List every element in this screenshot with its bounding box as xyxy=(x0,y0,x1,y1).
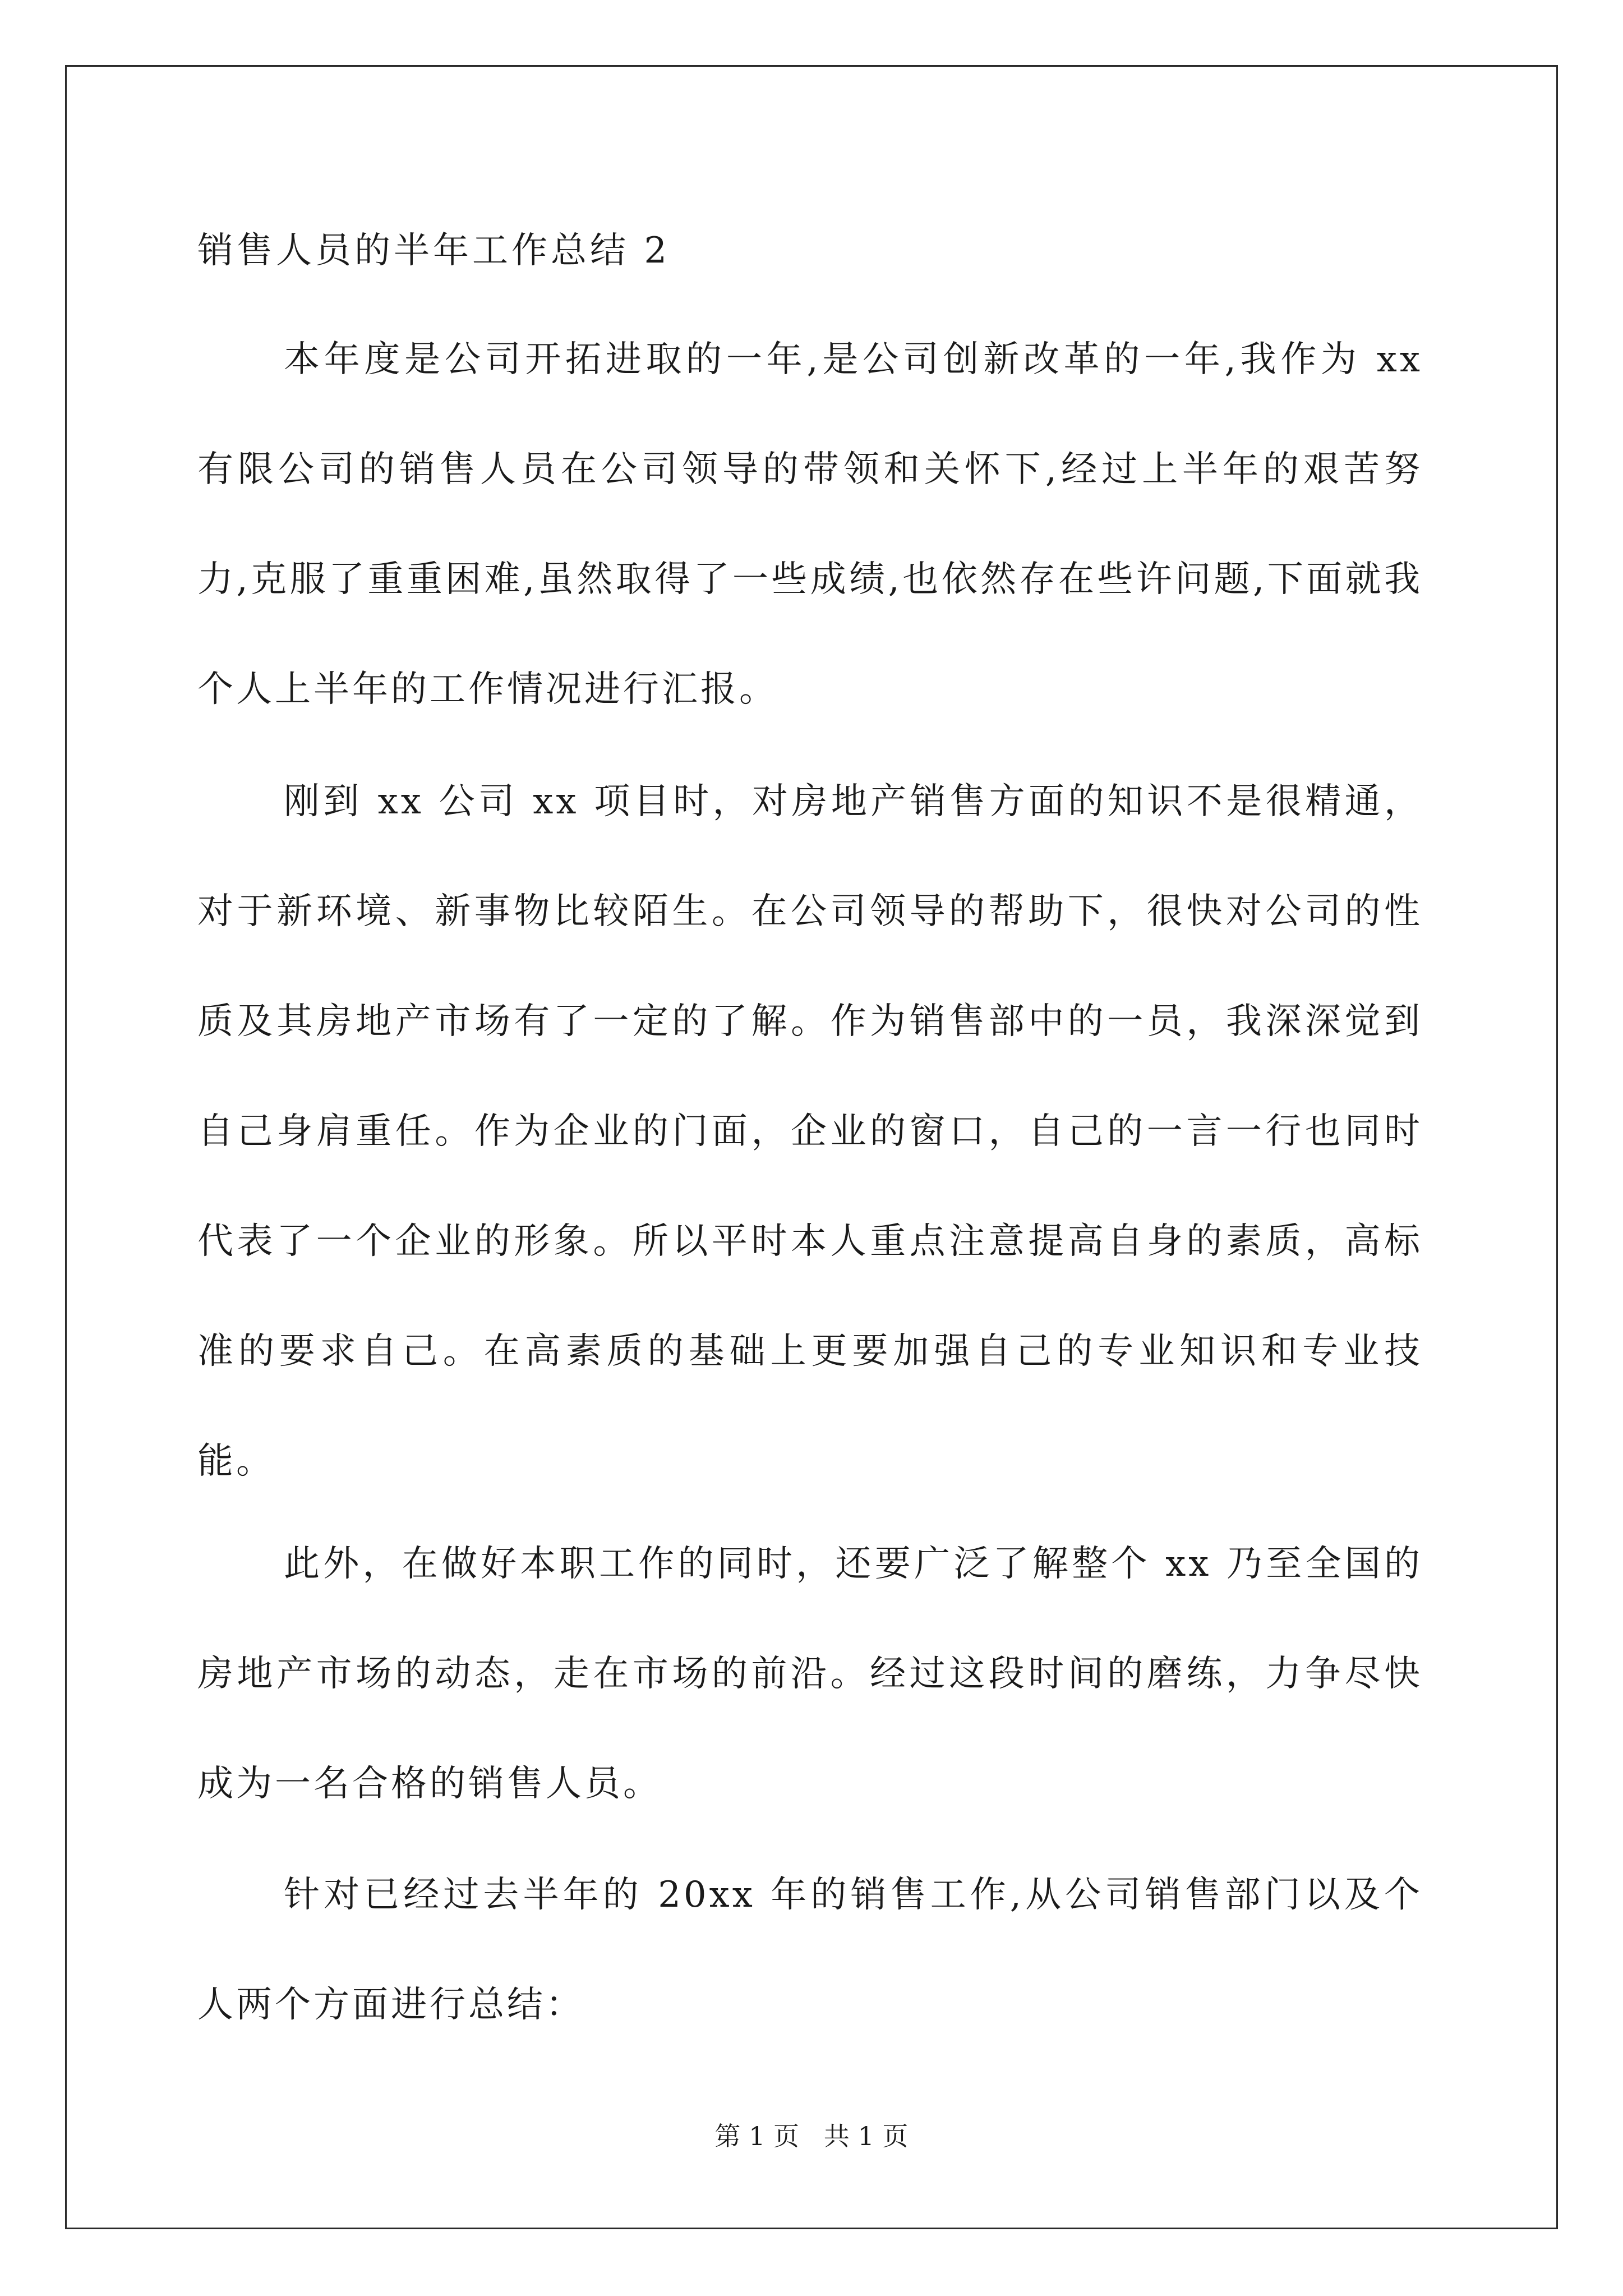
paragraph-intro: 本年度是公司开拓进取的一年,是公司创新改革的一年,我作为 xx 有限公司的销售人员在公司领导的带领和关怀下,经过上半年的艰苦努力,克服了重重困难,虽然取得了一些成绩,也依然存在些许问题,下面就我个人上半年的工作情况进行汇报。 xyxy=(197,339,1423,710)
page-number-footer: 第 1 页 共 1 页 xyxy=(714,2121,909,2151)
paragraph-market-awareness: 此外，在做好本职工作的同时，还要广泛了解整个 xx 乃至全国的房地产市场的动态，走在市场的前沿。经过这段时间的磨练，力争尽快成为一名合格的销售人员。 xyxy=(197,1543,1423,1805)
document-title: 销售人员的半年工作总结 2 xyxy=(197,230,671,272)
paragraph-summary-intro: 针对已经过去半年的 20xx 年的销售工作,从公司销售部门以及个人两个方面进行总结： xyxy=(197,1874,1423,2026)
paragraph-onboarding: 刚到 xx 公司 xx 项目时，对房地产销售方面的知识不是很精通，对于新环境、新事物比较陌生。在公司领导的帮助下，很快对公司的性质及其房地产市场有了一定的了解。作为销售部中的一员，我深深觉到自己身肩重任。作为企业的门面，企业的窗口，自己的一言一行也同时代表了一个企业的形象。所以平时本人重点注意提高自身的素质，高标准的要求自己。在高素质的基础上更要加强自己的专业知识和专业技能。 xyxy=(197,781,1423,1482)
